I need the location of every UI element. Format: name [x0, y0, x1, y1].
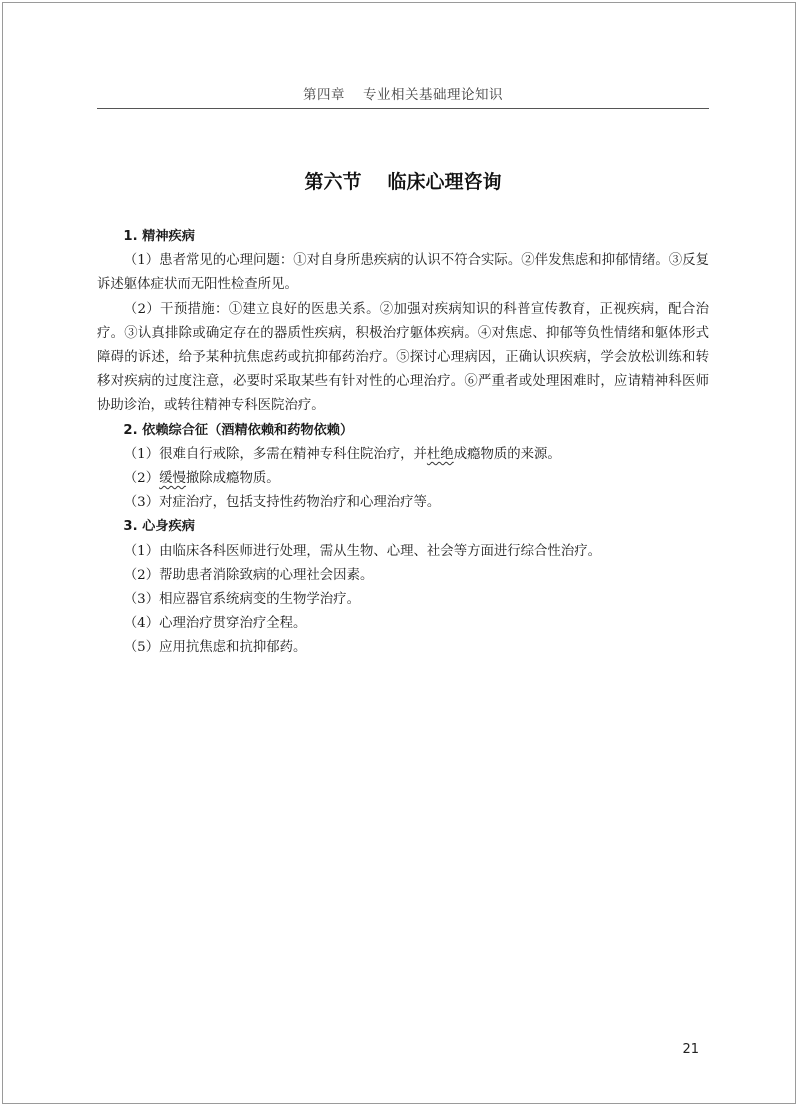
chapter-title: 专业相关基础理论知识: [363, 87, 503, 103]
running-header: [97, 83, 709, 103]
heading-dependence-syndrome: 2. 依赖综合征（酒精依赖和药物依赖）: [123, 422, 354, 438]
text-run: 成瘾物质的来源。: [453, 446, 561, 462]
paragraph: [97, 467, 709, 491]
document-page: [2, 2, 796, 1104]
paragraph: （3）对症治疗，包括支持性药物治疗和心理治疗等。: [123, 495, 441, 511]
page-number: 21: [682, 1042, 699, 1057]
paragraph: [97, 443, 709, 467]
paragraph: （1）患者常见的心理问题：①对自身所患疾病的认识不符合实际。②伴发焦虑和抑郁情绪。③反复诉述躯体症状而无阳性检查所见。: [97, 253, 709, 293]
text-run: 撤除成瘾物质。: [185, 471, 280, 487]
text-run: （2）: [123, 471, 160, 487]
paragraph: （2）帮助患者消除致病的心理社会因素。: [123, 567, 374, 583]
emphasized-term: 缓慢: [159, 471, 186, 487]
paragraph: （4）心理治疗贯穿治疗全程。: [123, 616, 307, 632]
paragraph: （1）由临床各科医师进行处理，需从生物、心理、社会等方面进行综合性治疗。: [123, 543, 601, 559]
paragraph: （3）相应器官系统病变的生物学治疗。: [123, 592, 360, 608]
paragraph: （2）干预措施：①建立良好的医患关系。②加强对疾病知识的科普宣传教育，正视疾病，配合治疗。③认真排除或确定存在的器质性疾病，积极治疗躯体疾病。④对焦虑、抑郁等负性情绪和躯体形式障碍的诉述，给予某种抗焦虑药或抗抑郁药治疗。⑤探讨心理病因，正确认识疾病，学会放松训练和转移对疾病的过度注意，必要时采取某些有针对性的心理治疗。⑥严重者或处理困难时，应请精神科医师协助诊治，或转往精神专科医院治疗。: [97, 301, 709, 414]
text-run: （1）很难自行戒除，多需在精神专科住院治疗，并: [123, 446, 427, 462]
heading-psychosomatic-disease: 3. 心身疾病: [123, 519, 195, 535]
heading-mental-illness: 1. 精神疾病: [123, 229, 195, 244]
header-divider: [97, 108, 709, 109]
section-title: [97, 167, 709, 194]
body-text: [97, 225, 709, 661]
paragraph: （5）应用抗焦虑和抗抑郁药。: [123, 640, 307, 656]
section-name: 临床心理咨询: [387, 171, 502, 193]
section-number: 第六节: [304, 171, 362, 193]
emphasized-term: 杜绝: [426, 446, 454, 462]
chapter-number: 第四章: [303, 87, 345, 103]
